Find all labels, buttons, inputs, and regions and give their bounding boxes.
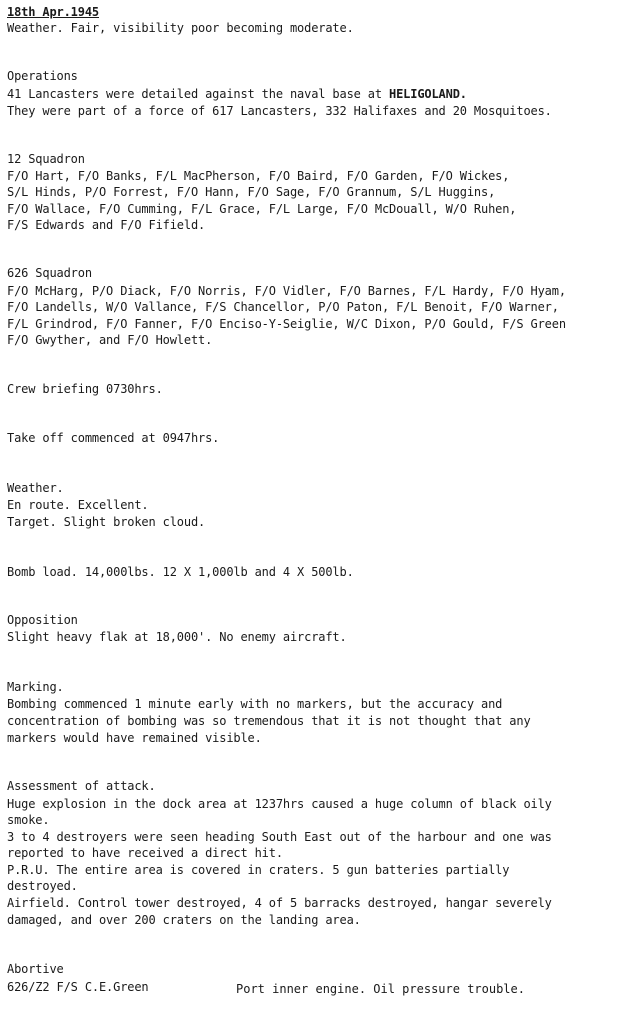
weather-en-route: En route. Excellent. — [7, 498, 149, 512]
abortive-reason: Port inner engine. Oil pressure trouble. — [236, 982, 525, 996]
squadron-12-crew-line: F/O Wallace, F/O Cumming, F/L Grace, F/L Large, F/O McDouall, W/O Ruhen, — [7, 202, 517, 216]
operations-line-1 — [7, 86, 467, 102]
weather-heading: Weather. — [7, 481, 64, 495]
assessment-line: smoke. — [7, 813, 50, 827]
assessment-line: destroyed. — [7, 879, 78, 893]
weather-summary: Weather. Fair, visibility poor becoming moderate. — [7, 21, 354, 35]
weather-target: Target. Slight broken cloud. — [7, 515, 206, 529]
opposition-heading: Opposition — [7, 613, 78, 627]
bomb-load: Bomb load. 14,000lbs. 12 X 1,000lb and 4 X 500lb. — [7, 565, 354, 579]
squadron-12-heading: 12 Squadron — [7, 152, 85, 166]
squadron-12-crew-line: F/S Edwards and F/O Fifield. — [7, 218, 206, 232]
squadron-626-crew-line: F/O Gwyther, and F/O Howlett. — [7, 333, 213, 347]
abortive-crew: 626/Z2 F/S C.E.Green — [7, 980, 149, 994]
operations-line-2: They were part of a force of 617 Lancasters, 332 Halifaxes and 20 Mosquitoes. — [7, 104, 552, 118]
assessment-line: Airfield. Control tower destroyed, 4 of 5 barracks destroyed, hangar severely — [7, 896, 552, 910]
marking-line: Bombing commenced 1 minute early with no markers, but the accuracy and — [7, 697, 503, 711]
marking-heading: Marking. — [7, 680, 64, 694]
marking-line: concentration of bombing was so tremendous that it is not thought that any — [7, 714, 531, 728]
crew-briefing: Crew briefing 0730hrs. — [7, 382, 163, 396]
squadron-626-crew-line: F/O McHarg, P/O Diack, F/O Norris, F/O Vidler, F/O Barnes, F/L Hardy, F/O Hyam, — [7, 284, 566, 298]
assessment-line: 3 to 4 destroyers were seen heading South East out of the harbour and one was — [7, 830, 552, 844]
entry-date: 18th Apr.1945 — [7, 5, 99, 19]
operations-heading: Operations — [7, 69, 78, 83]
squadron-626-crew-line: F/L Grindrod, F/O Fanner, F/O Enciso-Y-Seiglie, W/C Dixon, P/O Gould, F/S Green — [7, 317, 566, 331]
assessment-line: Huge explosion in the dock area at 1237hrs caused a huge column of black oily — [7, 797, 552, 811]
operations-text: 41 Lancasters were detailed against the naval base at — [7, 87, 390, 101]
abortive-heading: Abortive — [7, 962, 64, 976]
squadron-12-crew-line: S/L Hinds, P/O Forrest, F/O Hann, F/O Sage, F/O Grannum, S/L Huggins, — [7, 185, 496, 199]
assessment-line: damaged, and over 200 craters on the landing area. — [7, 913, 361, 927]
marking-line: markers would have remained visible. — [7, 731, 262, 745]
assessment-heading: Assessment of attack. — [7, 779, 156, 793]
assessment-line: P.R.U. The entire area is covered in craters. 5 gun batteries partially — [7, 863, 510, 877]
target-name: HELIGOLAND. — [389, 87, 467, 101]
take-off: Take off commenced at 0947hrs. — [7, 431, 220, 445]
squadron-12-crew-line: F/O Hart, F/O Banks, F/L MacPherson, F/O Baird, F/O Garden, F/O Wickes, — [7, 169, 510, 183]
opposition-text: Slight heavy flak at 18,000'. No enemy aircraft. — [7, 630, 347, 644]
assessment-line: reported to have received a direct hit. — [7, 846, 283, 860]
squadron-626-crew-line: F/O Landells, W/O Vallance, F/S Chancellor, P/O Paton, F/L Benoit, F/O Warner, — [7, 300, 559, 314]
squadron-626-heading: 626 Squadron — [7, 266, 92, 280]
